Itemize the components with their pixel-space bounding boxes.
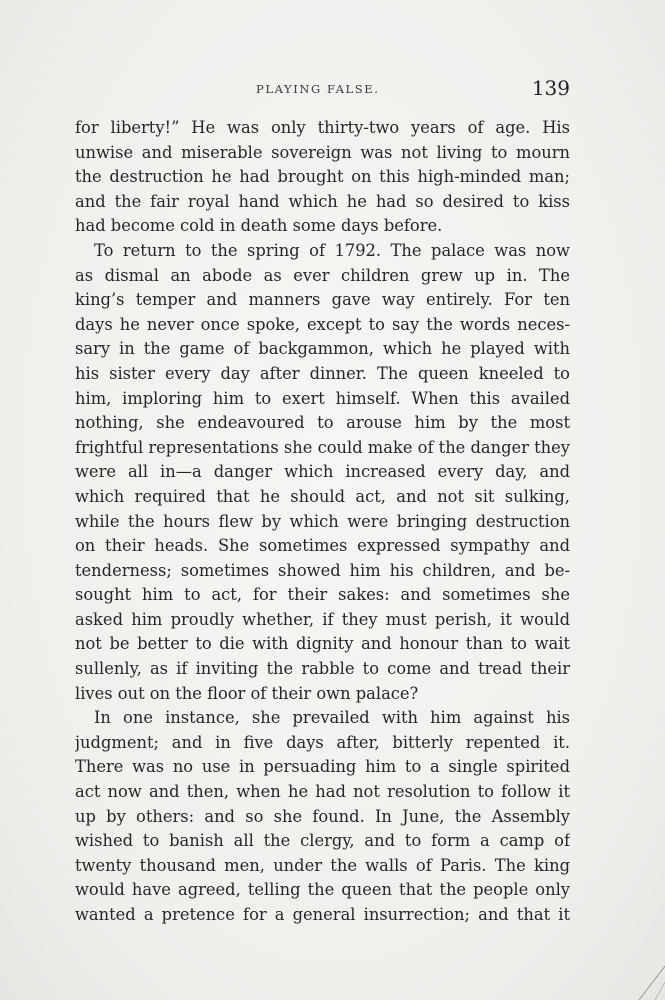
text-line: were all in—a danger which increased every day, and [75, 462, 570, 482]
text-line: for liberty!” He was only thirty-two years of age. His [75, 118, 570, 137]
text-line: on their heads. She sometimes expressed sympathy and [75, 536, 570, 556]
text-line: asked him proudly whether, if they must perish, it would [75, 609, 570, 629]
text-line: had become cold in death some days before. [75, 216, 443, 236]
text-line: lives out on the floor of their own palace? [75, 683, 419, 703]
text-line: him, imploring him to exert himself. When this availed [75, 388, 570, 408]
text-line: tenderness; sometimes showed him his children, and be- [75, 560, 570, 580]
running-head: PLAYING FALSE. [256, 82, 380, 96]
text-line: days he never once spoke, except to say the words neces- [75, 314, 570, 334]
text-line: up by others: and so she found. In June, the Assembly [75, 806, 570, 826]
page-corner-mark [625, 960, 665, 1000]
body-text [75, 116, 570, 928]
text-line: twenty thousand men, under the walls of Paris. The king [75, 855, 570, 875]
text-line: sary in the game of backgammon, which he played with [75, 339, 570, 359]
page-number: 139 [531, 76, 570, 100]
text-line: while the hours flew by which were bringing destruction [75, 511, 570, 531]
text-line: and the fair royal hand which he had so desired to kiss [75, 191, 570, 211]
text-line: as dismal an abode as ever children grew up in. The [75, 265, 570, 285]
text-line: king’s temper and manners gave way entirely. For ten [75, 290, 570, 310]
text-line: wished to banish all the clergy, and to form a camp of [75, 831, 570, 851]
text-line: nothing, she endeavoured to arouse him by the most [75, 413, 570, 433]
text-line: his sister every day after dinner. The queen kneeled to [75, 363, 570, 383]
text-line: unwise and miserable sovereign was not living to mourn [75, 142, 570, 162]
text-line: frightful representations she could make of the danger they [75, 437, 570, 457]
text-line: To return to the spring of 1792. The palace was now [94, 240, 570, 260]
text-line: There was no use in persuading him to a single spirited [75, 757, 570, 777]
text-line: judgment; and in five days after, bitterly repented it. [75, 732, 570, 752]
text-line: In one instance, she prevailed with him against his [94, 708, 570, 728]
text-line: sullenly, as if inviting the rabble to come and tread their [75, 659, 570, 679]
text-line: act now and then, when he had not resolution to follow it [75, 782, 570, 802]
text-line: not be better to die with dignity and honour than to wait [75, 634, 570, 654]
text-line: sought him to act, for their sakes: and sometimes she [75, 585, 570, 605]
text-line: which required that he should act, and not sit sulking, [75, 486, 570, 506]
page-header [75, 78, 570, 102]
text-line: would have agreed, telling the queen that the people only [75, 880, 570, 900]
text-line: the destruction he had brought on this high-minded man; [75, 167, 570, 187]
text-line: wanted a pretence for a general insurrection; and that it [75, 905, 570, 924]
